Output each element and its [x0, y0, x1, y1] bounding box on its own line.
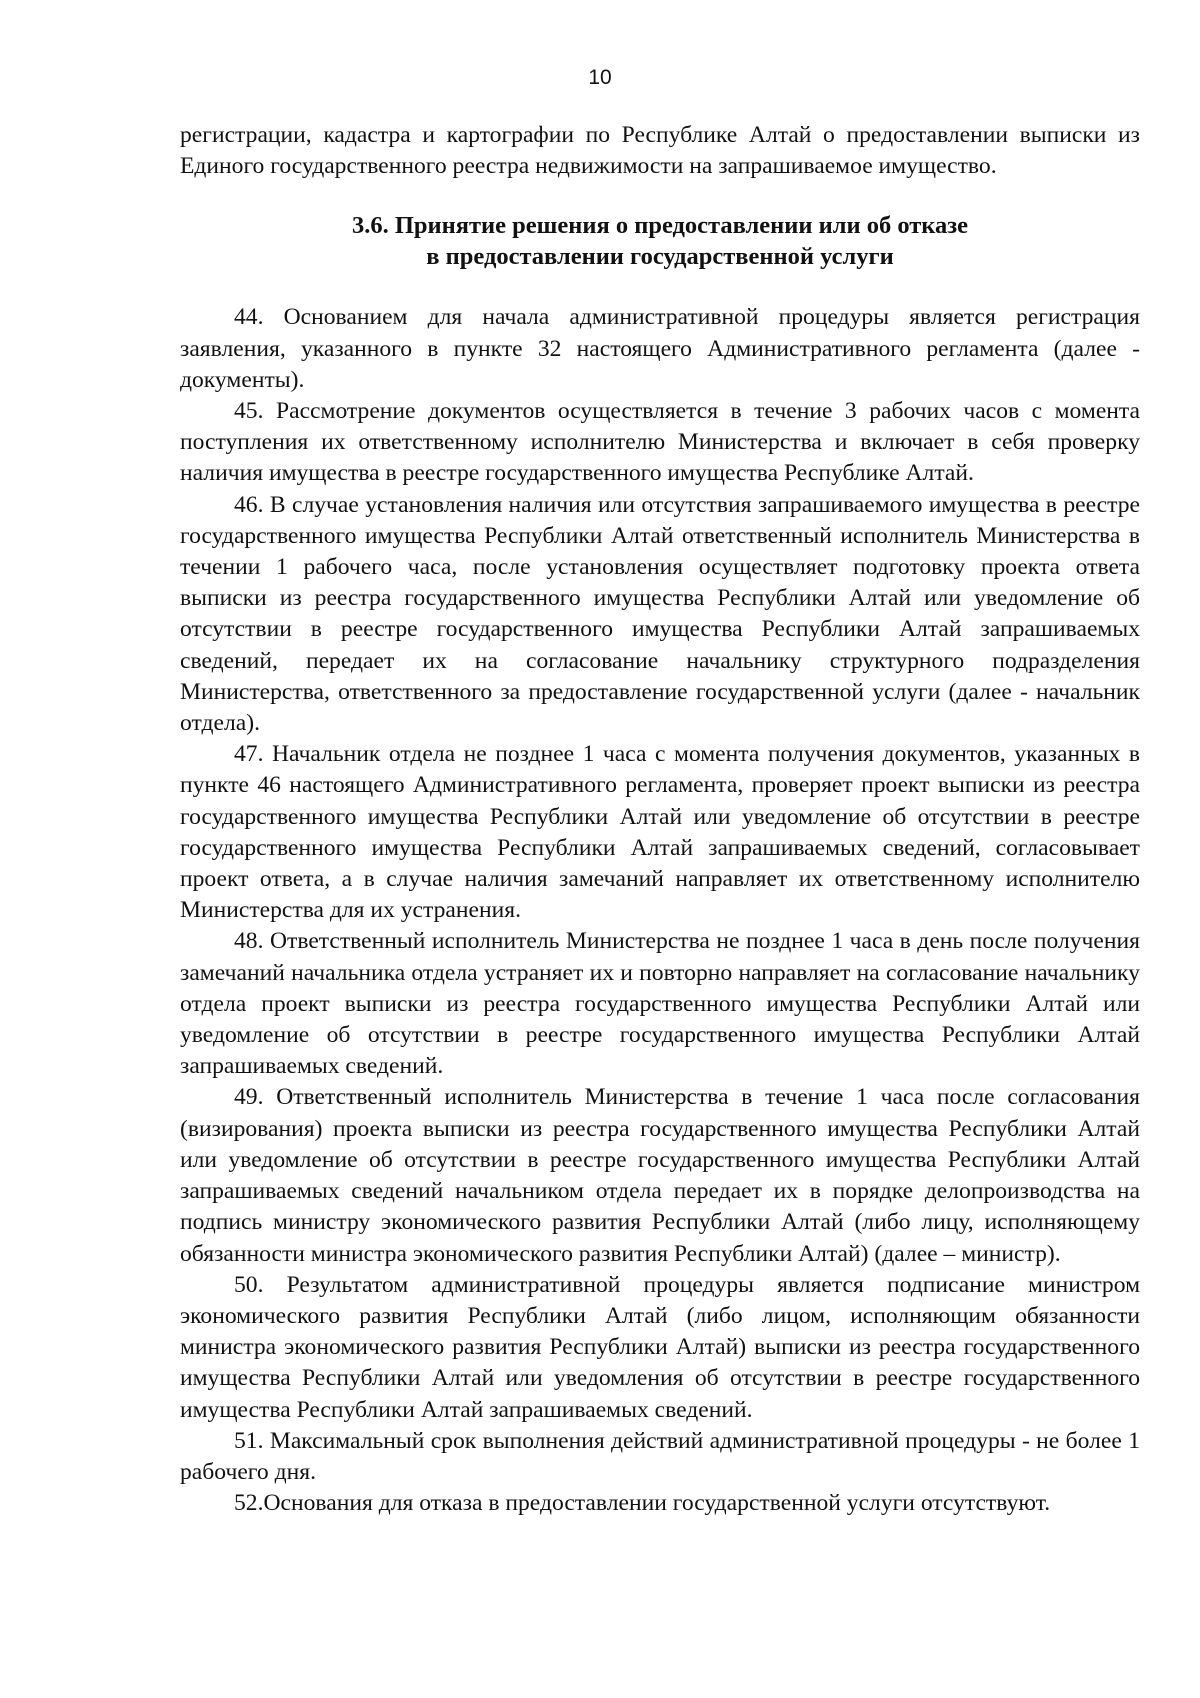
paragraph-50: 50. Результатом административной процедуры является подписание министром экономического развития Республики Алтай (либо лицом, исполняющим обязанности министра экономического развития Республики Алтай) выписки из реестра государственного имущества Республики Алтай или уведомления об отсутствии в реестре государственного имущества Республики Алтай запрашиваемых сведений. — [180, 1271, 1140, 1423]
paragraph-45: 45. Рассмотрение документов осуществляется в течение 3 рабочих часов с момента поступления их ответственному исполнителю Министерства и включает в себя проверку наличия имущества в реестре государственного имущества Республике Алтай. — [180, 398, 1140, 487]
paragraph-48: 48. Ответственный исполнитель Министерства не позднее 1 часа в день после получения замечаний начальника отдела устраняет их и повторно направляет на согласование начальнику отдела проект выписки из реестра государственного имущества Республики Алтай или уведомление об отсутствии в реестре государственного имущества Республики Алтай запрашиваемых сведений. — [180, 928, 1140, 1080]
paragraph-46: 46. В случае установления наличия или отсутствия запрашиваемого имущества в реестре государственного имущества Республики Алтай ответственный исполнитель Министерства в течении 1 рабочего часа, после установления осуществляет подготовку проекта ответа выписки из реестра государственного имущества Республики Алтай или уведомление об отсутствии в реестре государственного имущества Республики Алтай запрашиваемых сведений, передает их на согласование начальнику структурного подразделения Министерства, ответственного за предоставление государственной услуги (далее - начальник отдела). — [180, 491, 1140, 737]
paragraph-44: 44. Основанием для начала административной процедуры является регистрация заявления, указанного в пункте 32 настоящего Административного регламента (далее - документы). — [180, 304, 1140, 393]
section-heading — [180, 210, 1140, 272]
paragraph-51: 51. Максимальный срок выполнения действий административной процедуры - не более 1 рабочего дня. — [180, 1427, 1140, 1485]
document-body — [180, 120, 1140, 1519]
page-number: 10 — [588, 66, 612, 89]
paragraph-49: 49. Ответственный исполнитель Министерства в течение 1 часа после согласования (визирования) проекта выписки из реестра государственного имущества Республики Алтай или уведомление об отсутствии в реестре государственного имущества Республики Алтай запрашиваемых сведений начальником отдела передает их в порядке делопроизводства на подпись министру экономического развития Республики Алтай (либо лицу, исполняющему обязанности министра экономического развития Республики Алтай) (далее – министр). — [180, 1084, 1140, 1267]
paragraph-52: 52.Основания для отказа в предоставлении государственной услуги отсутствуют. — [234, 1490, 1051, 1517]
paragraph-47: 47. Начальник отдела не позднее 1 часа с момента получения документов, указанных в пункте 46 настоящего Административного регламента, проверяет проект выписки из реестра государственного имущества Республики Алтай или уведомление об отсутствии в реестре государственного имущества Республики Алтай запрашиваемых сведений, согласовывает проект ответа, а в случае наличия замечаний направляет их ответственному исполнителю Министерства для их устранения. — [180, 741, 1140, 924]
section-heading-line-2: в предоставлении государственной услуги — [426, 243, 894, 271]
section-heading-line-1: 3.6. Принятие решения о предоставлении или об отказе — [351, 212, 969, 240]
intro-paragraph: регистрации, кадастра и картографии по Республике Алтай о предоставлении выписки из Единого государственного реестра недвижимости на запрашиваемое имущество. — [180, 122, 1140, 180]
